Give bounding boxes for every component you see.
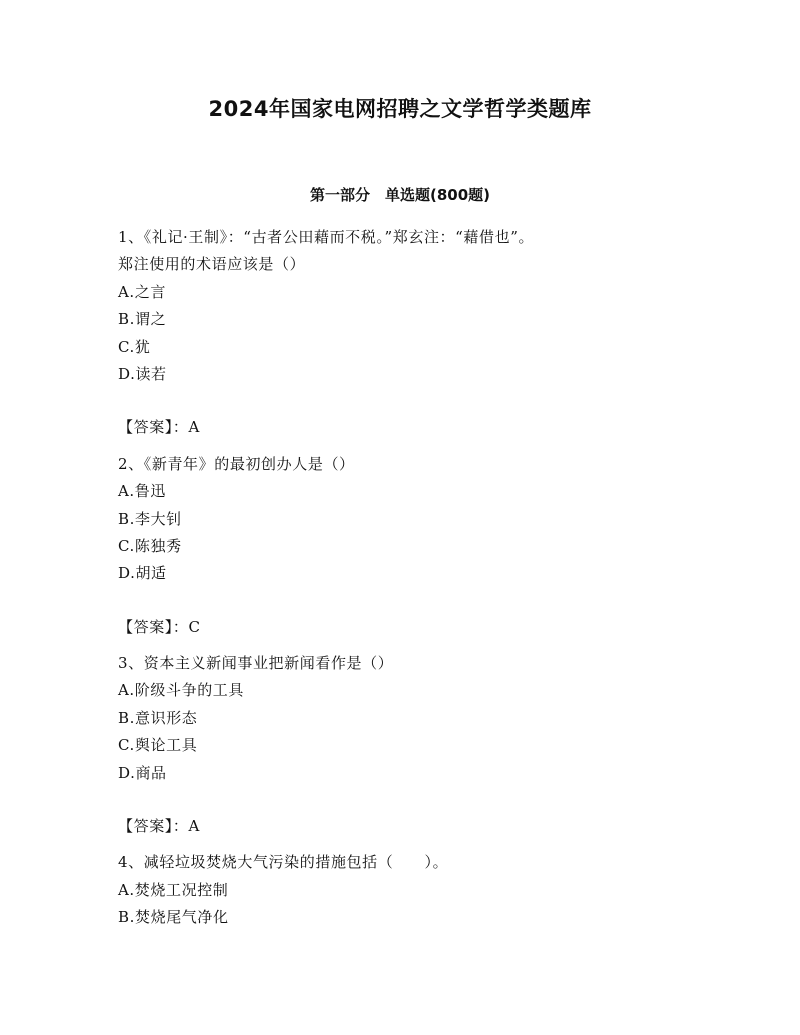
answer-line: [118, 414, 698, 441]
question-stem-line: 郑注使用的术语应该是（）: [118, 255, 306, 274]
document-title: 2024年国家电网招聘之文学哲学类题库: [208, 97, 592, 121]
option-d: D.读若: [118, 364, 167, 383]
question-stem-line: 1、《礼记·王制》：“古者公田藉而不税。”郑玄注：“藉借也”。: [118, 228, 535, 246]
option-b: B.焚烧尾气净化: [118, 908, 229, 927]
question-stem-line: 2、《新青年》的最初创办人是（）: [118, 454, 355, 473]
option-c: C.陈独秀: [118, 536, 182, 555]
option-a: A.鲁迅: [118, 482, 167, 501]
question-item: [118, 451, 698, 641]
question-item: [118, 650, 698, 840]
option-a: A.焚烧工况控制: [118, 880, 229, 899]
answer-label: 【答案】：: [118, 617, 189, 636]
answer-value: A: [188, 817, 200, 836]
answer-label: 【答案】：: [118, 418, 189, 437]
option-b: B.意识形态: [118, 708, 198, 727]
answer-line: [118, 614, 698, 641]
question-stem-line: 3、资本主义新闻事业把新闻看作是（）: [118, 654, 394, 673]
answer-label: 【答案】：: [118, 817, 189, 836]
option-d: D.商品: [118, 763, 167, 782]
option-c: C.犹: [118, 337, 151, 356]
option-c: C.舆论工具: [118, 736, 198, 755]
question-item: [118, 849, 698, 931]
option-d: D.胡适: [118, 564, 167, 583]
option-a: A.之言: [118, 282, 167, 301]
option-a: A.阶级斗争的工具: [118, 681, 245, 700]
answer-line: [118, 813, 698, 840]
section-title: 第一部分 单选题(800题): [309, 186, 491, 204]
question-item: [118, 224, 698, 442]
option-b: B.谓之: [118, 310, 167, 329]
option-b: B.李大钊: [118, 509, 182, 528]
answer-value: C: [188, 617, 201, 636]
answer-value: A: [188, 418, 200, 437]
question-stem-line: 4、减轻垃圾焚烧大气污染的措施包括（ ）。: [118, 853, 449, 872]
question-list: [118, 224, 698, 932]
